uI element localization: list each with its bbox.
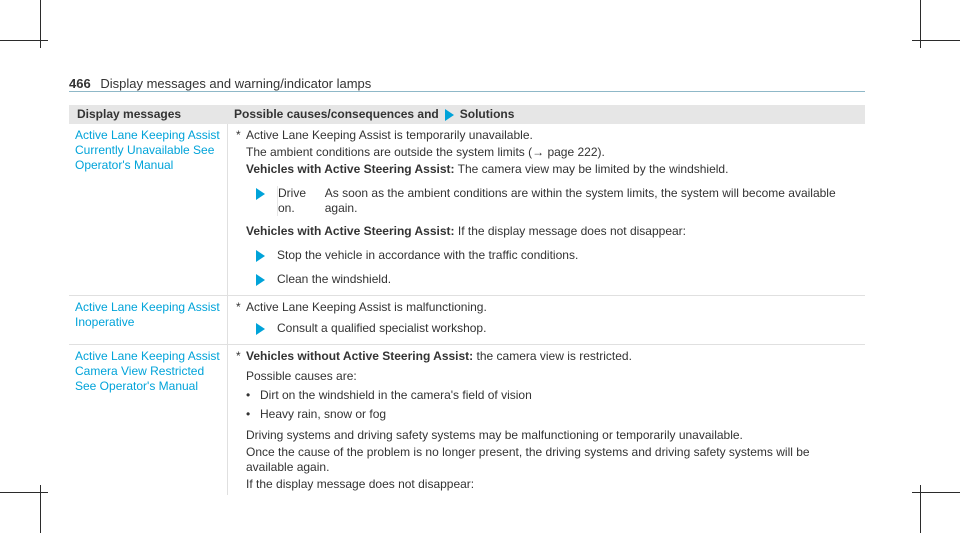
step-arrow-icon <box>256 274 265 286</box>
cause-text: * Active Lane Keeping Assist is temporarily unavailable. <box>236 128 857 143</box>
crop-mark <box>912 492 960 493</box>
message-cell <box>69 296 228 344</box>
page-title: Display messages and warning/indicator lamps <box>100 76 372 91</box>
cause-text: Driving systems and driving safety systems may be malfunctioning or temporarily unavailable. <box>246 428 743 442</box>
header-solutions-label: Solutions <box>459 107 515 121</box>
table-row <box>69 296 865 345</box>
step-arrow-icon <box>256 323 265 335</box>
message-cell <box>69 124 228 295</box>
column-header-causes <box>228 107 865 122</box>
causes-cell <box>228 296 865 344</box>
arrow-icon <box>445 109 454 121</box>
cause-text: The ambient conditions are outside the system limits (→ page 222). <box>246 145 605 159</box>
bullet-dot-icon: • <box>246 388 251 402</box>
step-arrow-icon <box>256 250 265 262</box>
message-line: Active Lane Keeping Assist <box>75 300 220 314</box>
step-text: Clean the windshield. <box>277 272 392 286</box>
causes-cell <box>228 345 865 500</box>
list-item-text: Heavy rain, snow or fog <box>260 407 387 421</box>
causes-cell <box>228 124 865 295</box>
cause-text: Possible causes are: <box>246 369 357 383</box>
list-item-text: Dirt on the windshield in the camera's field of vision <box>260 388 532 402</box>
solution-step <box>256 272 857 287</box>
cause-text: If the display message does not disappear: <box>246 477 475 491</box>
table-header <box>69 105 865 124</box>
header-rule <box>69 91 865 92</box>
step-line: As soon as the ambient conditions are within the system limits, the system will become available again. <box>324 186 836 215</box>
message-line: Camera View Restricted <box>75 364 205 378</box>
message-line: Currently Unavailable See <box>75 143 215 157</box>
message-line: Active Lane Keeping Assist <box>75 349 220 363</box>
cause-text <box>246 162 857 177</box>
cause-text: Once the cause of the problem is no longer present, the driving systems and driving safety systems will be available again. <box>246 445 810 474</box>
cause-detail: the camera view is restricted. <box>473 349 632 363</box>
message-line: Active Lane Keeping Assist <box>75 128 220 142</box>
header-causes-label: Possible causes/consequences and <box>234 107 439 121</box>
column-header-messages: Display messages <box>77 107 182 121</box>
cause-detail: The camera view may be limited by the windshield. <box>454 162 729 176</box>
step-text <box>277 186 857 216</box>
bold-label: Vehicles with Active Steering Assist: <box>246 162 455 176</box>
page-number: 466 <box>69 76 91 91</box>
cause-detail: If the display message does not disappear: <box>454 224 687 238</box>
message-cell <box>69 345 228 495</box>
list-item <box>246 388 857 403</box>
step-line: Drive on. <box>278 186 307 215</box>
step-text: Stop the vehicle in accordance with the traffic conditions. <box>277 248 579 262</box>
cause-text: * Active Lane Keeping Assist is malfunctioning. <box>236 300 857 315</box>
bold-label: Vehicles with Active Steering Assist: <box>246 224 455 238</box>
message-line: Operator's Manual <box>75 158 174 172</box>
solution-step <box>256 248 857 263</box>
page-header <box>69 76 371 91</box>
message-line: See Operator's Manual <box>75 379 199 393</box>
crop-mark <box>912 40 960 41</box>
solution-step <box>256 186 857 216</box>
bold-label: Vehicles without Active Steering Assist: <box>246 349 474 363</box>
table-row <box>69 124 865 296</box>
display-messages-table <box>69 105 865 500</box>
solution-step <box>256 321 857 336</box>
step-arrow-icon <box>256 188 265 200</box>
list-item <box>246 407 857 422</box>
step-text: Consult a qualified specialist workshop. <box>277 321 487 335</box>
table-row <box>69 345 865 500</box>
bullet-dot-icon: • <box>246 407 251 421</box>
cause-text <box>236 349 857 364</box>
crop-mark <box>0 492 48 493</box>
message-line: Inoperative <box>75 315 135 329</box>
crop-mark <box>0 40 48 41</box>
cause-text <box>246 224 857 239</box>
